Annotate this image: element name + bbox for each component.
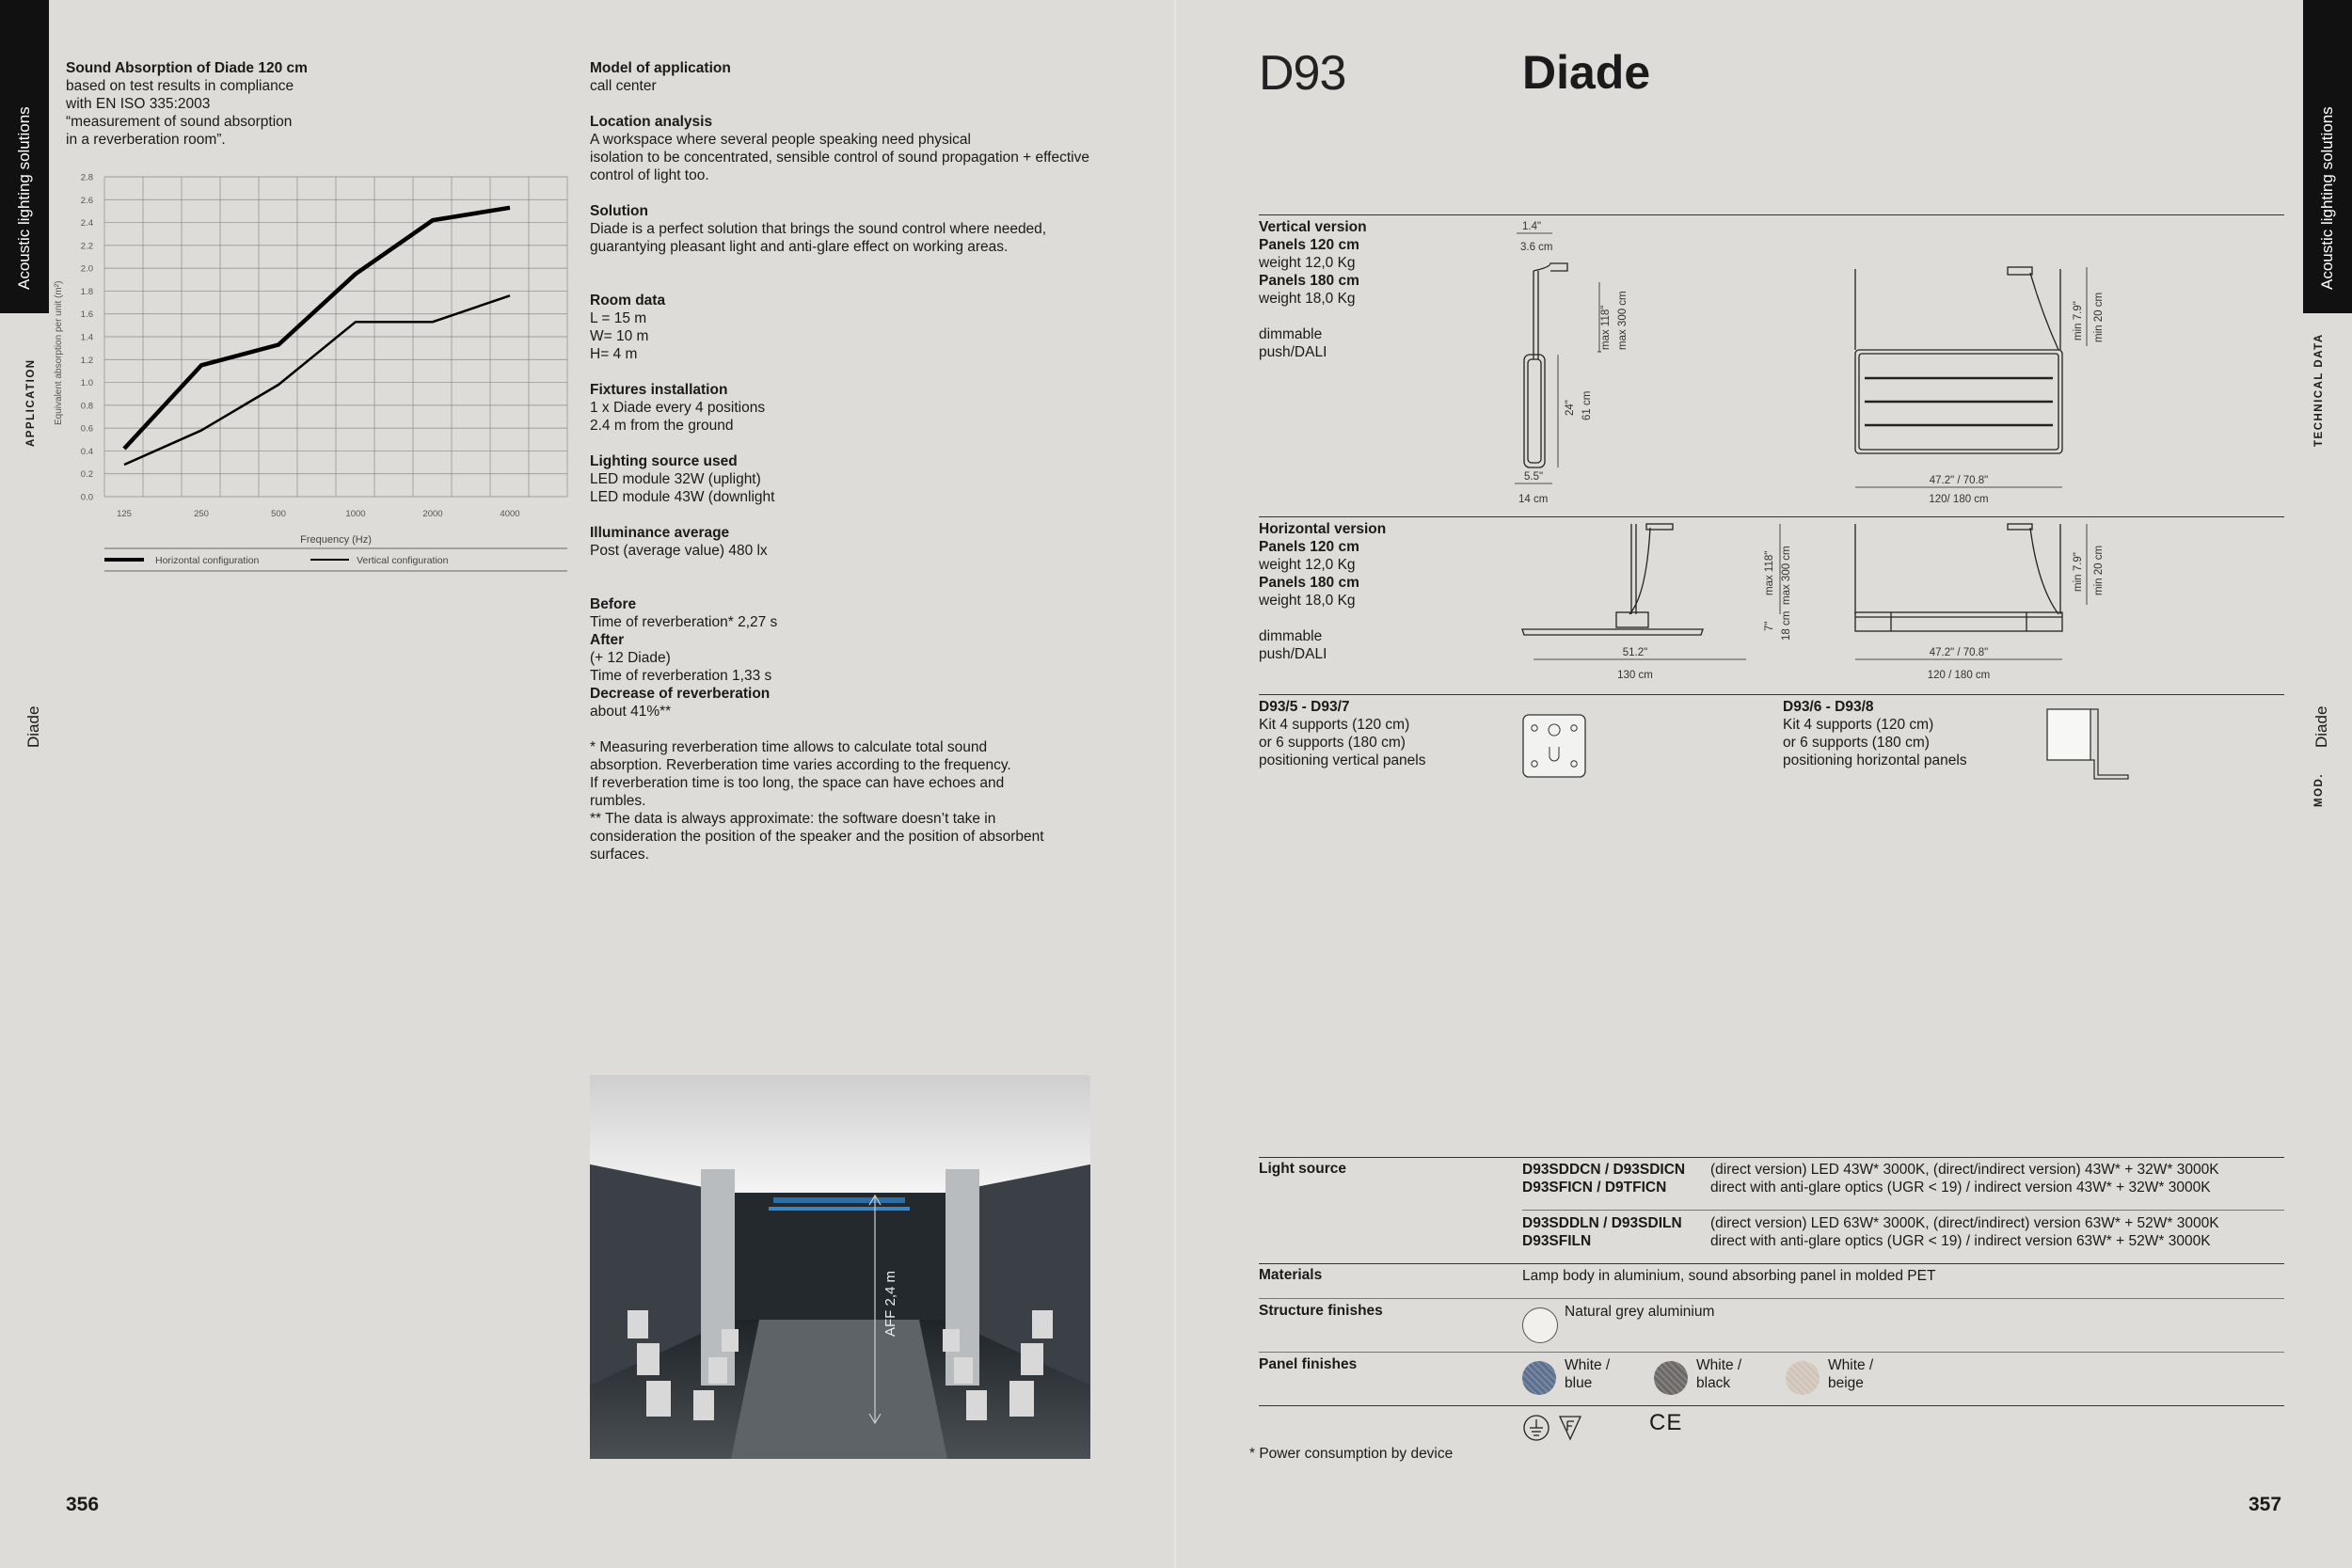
divider bbox=[1259, 1405, 2284, 1406]
note-line: * Measuring reverberation time allows to calculate total sound bbox=[590, 739, 988, 755]
y-tick-label: 2.2 bbox=[80, 241, 93, 252]
kit-vertical bbox=[1259, 698, 1503, 769]
horizontal-version-drawing bbox=[1515, 520, 2107, 689]
horizontal-version-spec bbox=[1259, 520, 1494, 663]
ce-mark: CE bbox=[1649, 1410, 1683, 1435]
chart-x-ticks bbox=[117, 509, 520, 519]
spec-line: Panels 180 cm bbox=[1259, 273, 1359, 289]
vertical-spec-lines bbox=[1259, 236, 1494, 361]
dim-w-in: 5.5" bbox=[1524, 471, 1544, 483]
x-tick-label: 2000 bbox=[422, 509, 443, 519]
h-dim-min-in: min 7.9" bbox=[2073, 552, 2084, 592]
chart-x-label: Frequency (Hz) bbox=[300, 534, 372, 546]
kit-horizontal-bracket-icon bbox=[2045, 707, 2130, 783]
model-text: call center bbox=[590, 78, 657, 94]
right-side-tab bbox=[2303, 0, 2352, 313]
spec-line: Panels 180 cm bbox=[1259, 575, 1359, 591]
y-tick-label: 0.6 bbox=[80, 423, 93, 435]
h-dim-h-in: 7" bbox=[1764, 621, 1775, 631]
h-dim-min-cm: min 20 cm bbox=[2093, 545, 2105, 595]
light-source-label: Light source bbox=[1259, 1161, 1347, 1177]
divider bbox=[1522, 1210, 2284, 1211]
vertical-version-drawing bbox=[1515, 218, 2107, 510]
horizontal-spec-lines bbox=[1259, 538, 1494, 663]
room-render-image bbox=[590, 1075, 1090, 1459]
room-line: L = 15 m bbox=[590, 310, 647, 326]
fixtures-heading: Fixtures installation bbox=[590, 382, 728, 398]
sound-absorption-chart bbox=[52, 169, 579, 583]
chart-caption bbox=[66, 59, 405, 149]
dim-h-cm: 61 cm bbox=[1581, 390, 1593, 420]
spec-line: dimmable bbox=[1259, 628, 1323, 644]
dim-len-cm: 120/ 180 cm bbox=[1929, 494, 1989, 505]
desc-line: (direct version) LED 43W* 3000K, (direct/indirect version) 43W* + 32W* 3000K bbox=[1710, 1162, 2219, 1178]
desc-line: (direct version) LED 63W* 3000K, (direct/indirect) version 63W* + 52W* 3000K bbox=[1710, 1215, 2219, 1231]
spec-line bbox=[1259, 308, 1494, 325]
after-line: (+ 12 Diade) bbox=[590, 650, 671, 666]
code-line: D93SDDLN / D93SDILN bbox=[1522, 1215, 1682, 1231]
spec-line: push/DALI bbox=[1259, 646, 1327, 662]
chart-caption-line: “measurement of sound absorption bbox=[66, 114, 293, 130]
note-line: absorption. Reverberation time varies according to the frequency. bbox=[590, 757, 1011, 773]
divider bbox=[1259, 1263, 2284, 1264]
light-source-desc-1 bbox=[1710, 1161, 2219, 1196]
page-gutter bbox=[1174, 0, 1176, 1568]
location-line: isolation to be concentrated, sensible control of sound propagation + effective bbox=[590, 150, 1089, 166]
y-tick-label: 2.6 bbox=[80, 195, 93, 206]
chart-caption-line: with EN ISO 335:2003 bbox=[66, 96, 211, 112]
kit-vertical-line: Kit 4 supports (120 cm) bbox=[1259, 717, 1410, 733]
x-tick-label: 4000 bbox=[500, 509, 520, 519]
y-tick-label: 1.6 bbox=[80, 309, 93, 321]
kit-horizontal-line: or 6 supports (180 cm) bbox=[1783, 735, 1930, 751]
footnote: * Power consumption by device bbox=[1249, 1446, 1454, 1462]
h-dim-max-cm: max 300 cm bbox=[1781, 546, 1792, 605]
application-text-column bbox=[590, 59, 1098, 863]
horizontal-heading: Horizontal version bbox=[1259, 521, 1387, 537]
spec-line bbox=[1259, 610, 1494, 627]
kit-horizontal-line: Kit 4 supports (120 cm) bbox=[1783, 717, 1934, 733]
dim-min-cm: min 20 cm bbox=[2093, 292, 2105, 342]
left-page-number: 356 bbox=[66, 1494, 100, 1515]
divider bbox=[1259, 1352, 2284, 1353]
code-line: D93SFICN / D9TFICN bbox=[1522, 1180, 1667, 1196]
dim-len-in: 47.2" / 70.8" bbox=[1929, 475, 1989, 486]
f-mark-icon bbox=[1558, 1414, 1582, 1442]
h-dim-len-cm: 120 / 180 cm bbox=[1927, 670, 1991, 681]
right-mod-label: MOD. bbox=[2313, 772, 2325, 807]
structure-finishes-label: Structure finishes bbox=[1259, 1303, 1383, 1319]
after-line: Time of reverberation 1,33 s bbox=[590, 668, 772, 684]
panel-finish-swatch bbox=[1654, 1361, 1688, 1395]
room-heading: Room data bbox=[590, 293, 666, 309]
y-tick-label: 0.2 bbox=[80, 469, 93, 481]
y-tick-label: 0.4 bbox=[80, 446, 93, 457]
panel-finish-swatch bbox=[1786, 1361, 1820, 1395]
left-section-label: Acoustic lighting solutions bbox=[15, 106, 33, 290]
series-line-horizontal bbox=[124, 208, 510, 449]
kit-horizontal bbox=[1783, 698, 2027, 769]
kit-horizontal-line: positioning horizontal panels bbox=[1783, 752, 1967, 768]
note-line: surfaces. bbox=[590, 847, 649, 863]
h-dim-h-cm: 18 cm bbox=[1781, 610, 1792, 641]
chart-title: Sound Absorption of Diade 120 cm bbox=[66, 60, 308, 76]
right-section-label: Acoustic lighting solutions bbox=[2318, 106, 2336, 290]
h-dim-w-in: 51.2" bbox=[1622, 647, 1648, 658]
kit-vertical-bracket-icon bbox=[1521, 713, 1589, 781]
note-line: rumbles. bbox=[590, 793, 646, 809]
dim-h-in: 24" bbox=[1565, 400, 1576, 416]
chart-series bbox=[124, 208, 510, 465]
lighting-source-heading: Lighting source used bbox=[590, 453, 738, 469]
x-tick-label: 1000 bbox=[345, 509, 366, 519]
kit-vertical-line: positioning vertical panels bbox=[1259, 752, 1426, 768]
x-tick-label: 250 bbox=[194, 509, 209, 519]
y-tick-label: 0.0 bbox=[80, 492, 93, 503]
light-source-codes-1 bbox=[1522, 1161, 1685, 1196]
y-tick-label: 1.0 bbox=[80, 378, 93, 389]
left-side-tab bbox=[0, 0, 49, 313]
y-tick-label: 1.4 bbox=[80, 332, 93, 343]
spec-line: weight 18,0 Kg bbox=[1259, 291, 1356, 307]
vertical-version-spec bbox=[1259, 218, 1494, 361]
light-source-codes-2 bbox=[1522, 1214, 1682, 1250]
decrease-text: about 41%** bbox=[590, 704, 672, 720]
right-page-number: 357 bbox=[2249, 1494, 2282, 1515]
left-product-label: Diade bbox=[24, 705, 42, 748]
room-line: H= 4 m bbox=[590, 346, 638, 362]
legend-horizontal-label: Horizontal configuration bbox=[155, 555, 260, 566]
render-height-label: AFF 2,4 m bbox=[882, 1270, 898, 1337]
y-tick-label: 2.8 bbox=[80, 172, 93, 183]
desc-line: direct with anti-glare optics (UGR < 19) / indirect version 43W* + 32W* 3000K bbox=[1710, 1180, 2211, 1196]
solution-line: guarantying pleasant light and anti-glare effect on working areas. bbox=[590, 239, 1009, 255]
spec-line: Panels 120 cm bbox=[1259, 237, 1359, 253]
note-line: consideration the position of the speaker and the position of absorbent bbox=[590, 829, 1044, 845]
y-tick-label: 2.4 bbox=[80, 218, 93, 230]
note-line: If reverberation time is too long, the space can have echoes and bbox=[590, 775, 1005, 791]
vertical-heading: Vertical version bbox=[1259, 219, 1367, 235]
lighting-source-line: LED module 43W (downlight bbox=[590, 489, 775, 505]
divider bbox=[1259, 1157, 2284, 1158]
chart-caption-line: based on test results in compliance bbox=[66, 78, 294, 94]
before-heading: Before bbox=[590, 596, 637, 612]
divider bbox=[1259, 1298, 2284, 1299]
fixtures-line: 2.4 m from the ground bbox=[590, 418, 734, 434]
materials-label: Materials bbox=[1259, 1267, 1323, 1283]
spec-line: dimmable bbox=[1259, 326, 1323, 342]
lighting-source-line: LED module 32W (uplight) bbox=[590, 471, 761, 487]
h-dim-max-in: max 118" bbox=[1764, 550, 1775, 595]
after-heading: After bbox=[590, 632, 625, 648]
spec-line: Panels 120 cm bbox=[1259, 539, 1359, 555]
dim-min-in: min 7.9" bbox=[2073, 301, 2084, 341]
panel-finishes-label: Panel finishes bbox=[1259, 1356, 1358, 1372]
spec-line: weight 12,0 Kg bbox=[1259, 557, 1356, 573]
chart-caption-line: in a reverberation room”. bbox=[66, 132, 226, 148]
structure-finishes-value: Natural grey aluminium bbox=[1565, 1304, 1715, 1320]
spec-line: push/DALI bbox=[1259, 344, 1327, 360]
earth-ground-icon bbox=[1522, 1414, 1550, 1442]
room-line: W= 10 m bbox=[590, 328, 649, 344]
dim-w-cm: 14 cm bbox=[1518, 494, 1549, 505]
code-line: D93SFILN bbox=[1522, 1233, 1592, 1249]
chart-y-label: Equivalent absorption per unit (m²) bbox=[54, 280, 64, 425]
materials-value: Lamp body in aluminium, sound absorbing panel in molded PET bbox=[1522, 1268, 1936, 1284]
illuminance-text: Post (average value) 480 lx bbox=[590, 543, 768, 559]
dim-top-cm: 3.6 cm bbox=[1520, 242, 1553, 253]
panel-finish-label: White / beige bbox=[1828, 1357, 1874, 1391]
right-product-label: Diade bbox=[2312, 705, 2330, 748]
solution-heading: Solution bbox=[590, 203, 648, 219]
divider bbox=[1259, 516, 2284, 517]
y-tick-label: 0.8 bbox=[80, 401, 93, 412]
panel-finish-swatch bbox=[1522, 1361, 1556, 1395]
decrease-heading: Decrease of reverberation bbox=[590, 686, 771, 702]
right-category-label: TECHNICAL DATA bbox=[2313, 333, 2325, 447]
y-tick-label: 1.2 bbox=[80, 355, 93, 366]
h-dim-len-in: 47.2" / 70.8" bbox=[1929, 647, 1989, 658]
divider bbox=[1259, 214, 2284, 215]
dim-max-cm: max 300 cm bbox=[1617, 291, 1629, 350]
solution-line: Diade is a perfect solution that brings the sound control where needed, bbox=[590, 221, 1047, 237]
fixtures-line: 1 x Diade every 4 positions bbox=[590, 400, 766, 416]
kit-vertical-heading: D93/5 - D93/7 bbox=[1259, 699, 1350, 715]
before-text: Time of reverberation* 2,27 s bbox=[590, 614, 778, 630]
location-line: control of light too. bbox=[590, 167, 709, 183]
spec-line: weight 12,0 Kg bbox=[1259, 255, 1356, 271]
y-tick-label: 2.0 bbox=[80, 263, 93, 275]
x-tick-label: 500 bbox=[271, 509, 286, 519]
note-line: ** The data is always approximate: the software doesn’t take in bbox=[590, 811, 996, 827]
legend-vertical-label: Vertical configuration bbox=[357, 555, 449, 566]
desc-line: direct with anti-glare optics (UGR < 19) / indirect version 63W* + 52W* 3000K bbox=[1710, 1233, 2211, 1249]
spec-line: weight 18,0 Kg bbox=[1259, 593, 1356, 609]
h-dim-w-cm: 130 cm bbox=[1617, 670, 1653, 681]
location-line: A workspace where several people speaking need physical bbox=[590, 132, 971, 148]
location-heading: Location analysis bbox=[590, 114, 713, 130]
chart-y-ticks bbox=[81, 173, 93, 503]
code-line: D93SDDCN / D93SDICN bbox=[1522, 1162, 1686, 1178]
divider bbox=[1259, 694, 2284, 695]
left-category-label: APPLICATION bbox=[25, 358, 37, 447]
product-code: D93 bbox=[1259, 46, 1346, 101]
structure-finish-swatch bbox=[1522, 1307, 1558, 1343]
model-heading: Model of application bbox=[590, 60, 731, 76]
light-source-desc-2 bbox=[1710, 1214, 2219, 1250]
panel-finish-label: White / blue bbox=[1565, 1357, 1611, 1391]
dim-top-in: 1.4" bbox=[1522, 221, 1542, 232]
product-name: Diade bbox=[1522, 46, 1651, 99]
panel-finish-label: White / black bbox=[1696, 1357, 1742, 1391]
y-tick-label: 1.8 bbox=[80, 286, 93, 297]
dim-max-in: max 118" bbox=[1600, 305, 1612, 350]
illuminance-heading: Illuminance average bbox=[590, 525, 730, 541]
kit-vertical-line: or 6 supports (180 cm) bbox=[1259, 735, 1406, 751]
series-line-vertical bbox=[124, 295, 510, 465]
x-tick-label: 125 bbox=[117, 509, 132, 519]
kit-horizontal-heading: D93/6 - D93/8 bbox=[1783, 699, 1874, 715]
